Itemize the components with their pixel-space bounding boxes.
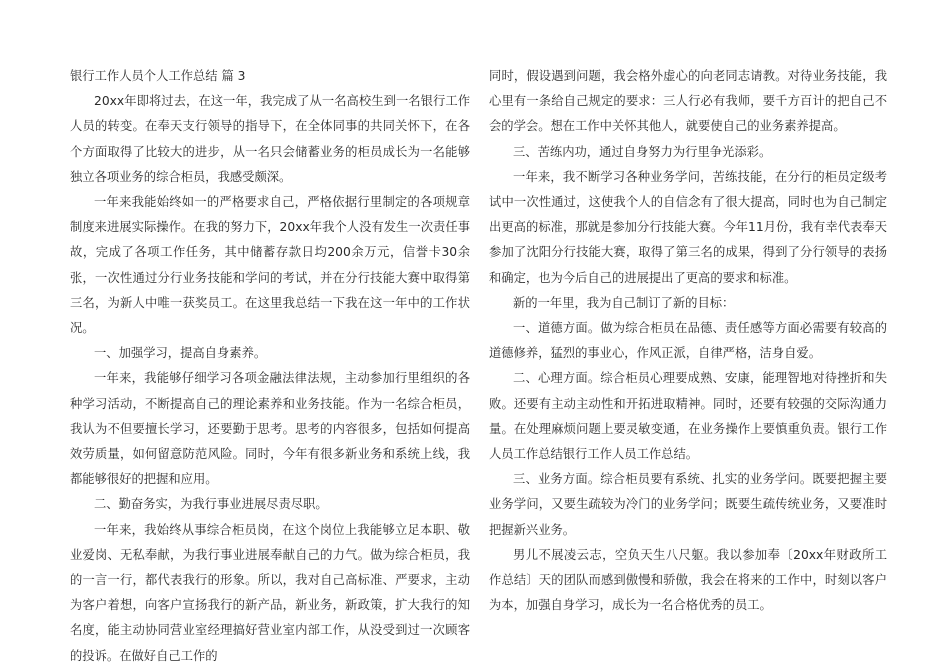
paragraph-section-3: 一年来，我不断学习各种业务学问，苦练技能，在分行的柜员定级考试中一次性通过，这使我个人的自信念有了很大提高，同时也为自己制定出更高的标准，那就是参加分行技能大赛。今年11月份，我有幸代表奉天参加了沈阳分行技能大赛，取得了第三名的成果，得到了分行领导的表扬和确定，也为今后自己的进展提出了更高的要求和标准。 [489,169,887,285]
paragraph-goal-ethics: 一、道德方面。做为综合柜员在品德、责任感等方面必需要有较高的道德修养，猛烈的事业心，作风正派，自律严格，洁身自爱。 [489,321,887,361]
heading-section-2: 二、勤奋务实，为我行事业进展尽责尽职。 [94,497,328,512]
left-column [70,64,470,669]
heading-section-3: 三、苦练内功，通过自身努力为行里争光添彩。 [513,144,772,159]
paragraph-overview: 一年来我能始终如一的严格要求自己，严格依据行里制定的各项规章制度来进展实际操作。在我的努力下，20xx年我个人没有发生一次责任事故，完成了各项工作任务，其中储蓄存款日均200余万元，信誉卡30余张，一次性通过分行业务技能和学问的考试，并在分行技能大赛中取得第三名，为新人中唯一获奖员工。在这里我总结一下我在这一年中的工作状况。 [70,195,470,336]
paragraph-section-2: 一年来，我始终从事综合柜员岗，在这个岗位上我能够立足本职、敬业爱岗、无私奉献，为我行事业进展奉献自己的力气。做为综合柜员，我的一言一行，都代表我行的形象。所以，我对自己高标准、严要求，主动为客户着想，向客户宣扬我行的新产品，新业务，新政策，扩大我行的知名度，能主动协同营业室经理搞好营业室内部工作，从没受到过一次顾客的投诉。在做好自己工作的 [70,522,470,663]
right-column [489,64,887,618]
paragraph-intro: 20xx年即将过去，在这一年，我完成了从一名高校生到一名银行工作人员的转变。在奉天支行领导的指导下，在全体同事的共同关怀下，在各个方面取得了比较大的进步，从一名只会储蓄业务的柜员成长为一名能够独立各项业务的综合柜员，我感受颇深。 [70,94,470,184]
paragraph-goal-business: 三、业务方面。综合柜员要有系统、扎实的业务学问。既要把握主要业务学问，又要生疏较为冷门的业务学问；既要生疏传统业务，又要准时把握新兴业务。 [489,472,887,537]
paragraph-section-2-continued: 同时，假设遇到问题，我会格外虚心的向老同志请教。对待业务技能，我心里有一条给自己规定的要求：三人行必有我师，要千方百计的把自己不会的学会。想在工作中关怀其他人，就要使自己的业务素养提高。 [489,69,887,134]
document-title: 银行工作人员个人工作总结 篇 3 [70,69,246,83]
paragraph-conclusion: 男儿不展凌云志，空负天生八尺躯。我以参加奉〔20xx年财政所工作总结〕天的团队而感到傲慢和骄傲，我会在将来的工作中，时刻以客户为本，加强自身学习，成长为一名合格优秀的员工。 [489,547,887,613]
paragraph-goals-intro: 新的一年里，我为自己制订了新的目标： [513,295,735,310]
paragraph-section-1: 一年来，我能够仔细学习各项金融法律法规，主动参加行里组织的各种学习活动，不断提高自己的理论素养和业务技能。作为一名综合柜员，我认为不但要擅长学习，还要勤于思考。思考的内容很多，包括如何提高效劳质量，如何留意防范风险。同时，今年有很多新业务和系统上线，我都能够很好的把握和应用。 [70,371,470,487]
paragraph-goal-psychology: 二、心理方面。综合柜员心理要成熟、安康，能理智地对待挫折和失败。还要有主动主动性和开拓进取精神。同时，还要有较强的交际沟通力量。在处理麻烦问题上要灵敏变通，在业务操作上要慎重负责。银行工作人员工作总结银行工作人员工作总结。 [489,371,887,462]
heading-section-1: 一、加强学习，提高自身素养。 [94,346,267,361]
